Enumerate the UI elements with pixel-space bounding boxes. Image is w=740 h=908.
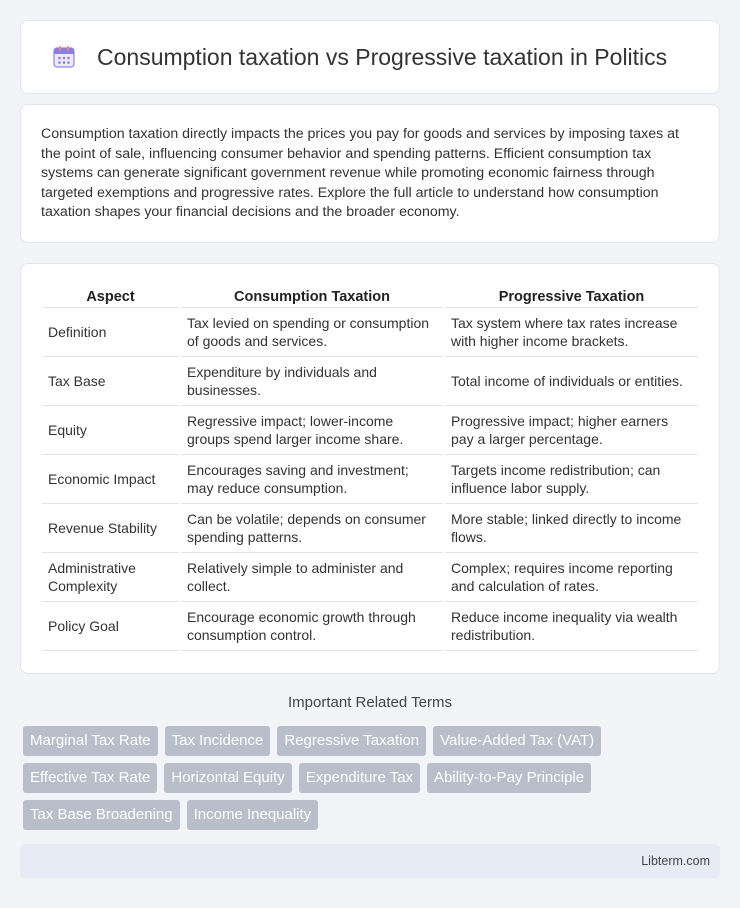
term-tag[interactable]: Effective Tax Rate: [23, 763, 157, 793]
page-title: Consumption taxation vs Progressive taxation in Politics: [97, 43, 668, 70]
footer: [20, 844, 720, 878]
header-aspect: Aspect: [42, 284, 179, 308]
related-terms-heading: Important Related Terms: [288, 694, 452, 711]
row-consumption: Expenditure by individuals and businesses.: [181, 357, 443, 406]
row-progressive: Progressive impact; higher earners pay a larger percentage.: [445, 406, 698, 455]
row-aspect: Tax Base: [42, 357, 179, 406]
table-row: [42, 455, 698, 504]
term-tag[interactable]: Expenditure Tax: [299, 763, 420, 793]
row-consumption: Relatively simple to administer and collect.: [181, 553, 443, 602]
row-consumption: Can be volatile; depends on consumer spending patterns.: [181, 504, 443, 553]
term-tag[interactable]: Regressive Taxation: [277, 726, 426, 756]
row-aspect: Economic Impact: [42, 455, 179, 504]
related-terms-list: [23, 726, 703, 830]
intro-card: [20, 104, 720, 243]
term-tag[interactable]: Ability-to-Pay Principle: [427, 763, 591, 793]
term-tag[interactable]: Tax Base Broadening: [23, 800, 180, 830]
term-tag[interactable]: Income Inequality: [187, 800, 319, 830]
table-row: [42, 357, 698, 406]
row-aspect: Equity: [42, 406, 179, 455]
header-progressive: Progressive Taxation: [445, 284, 698, 308]
footer-site-link[interactable]: Libterm.com: [641, 854, 710, 868]
row-aspect: Administrative Complexity: [42, 553, 179, 602]
header-consumption: Consumption Taxation: [181, 284, 443, 308]
table-row: [42, 553, 698, 602]
intro-paragraph: Consumption taxation directly impacts the prices you pay for goods and services by imposing taxes at the point of sale, influencing consumer behavior and spending patterns. Efficient consumption tax systems can generate significant government revenue while promoting economic fairness through targeted exemptions and progressive rates. Explore the full article to understand how consumption taxation shapes your financial decisions and the broader economy.: [41, 126, 679, 221]
row-consumption: Regressive impact; lower-income groups spend larger income share.: [181, 406, 443, 455]
term-tag[interactable]: Marginal Tax Rate: [23, 726, 158, 756]
comparison-card: [20, 263, 720, 674]
term-tag[interactable]: Horizontal Equity: [164, 763, 291, 793]
row-consumption: Encourages saving and investment; may reduce consumption.: [181, 455, 443, 504]
term-tag[interactable]: Value-Added Tax (VAT): [433, 726, 601, 756]
term-tag[interactable]: Tax Incidence: [165, 726, 271, 756]
row-progressive: Complex; requires income reporting and calculation of rates.: [445, 553, 698, 602]
row-aspect: Policy Goal: [42, 602, 179, 651]
table-header-row: [42, 284, 698, 308]
row-progressive: Tax system where tax rates increase with higher income brackets.: [445, 308, 698, 357]
title-card: [20, 20, 720, 94]
row-consumption: Tax levied on spending or consumption of goods and services.: [181, 308, 443, 357]
row-progressive: Targets income redistribution; can influence labor supply.: [445, 455, 698, 504]
comparison-table: [40, 284, 700, 651]
table-row: [42, 602, 698, 651]
row-progressive: Total income of individuals or entities.: [445, 357, 698, 406]
table-row: [42, 308, 698, 357]
table-row: [42, 406, 698, 455]
row-progressive: More stable; linked directly to income flows.: [445, 504, 698, 553]
row-aspect: Revenue Stability: [42, 504, 179, 553]
row-consumption: Encourage economic growth through consumption control.: [181, 602, 443, 651]
calendar-icon: [51, 44, 77, 70]
row-progressive: Reduce income inequality via wealth redistribution.: [445, 602, 698, 651]
row-aspect: Definition: [42, 308, 179, 357]
table-row: [42, 504, 698, 553]
